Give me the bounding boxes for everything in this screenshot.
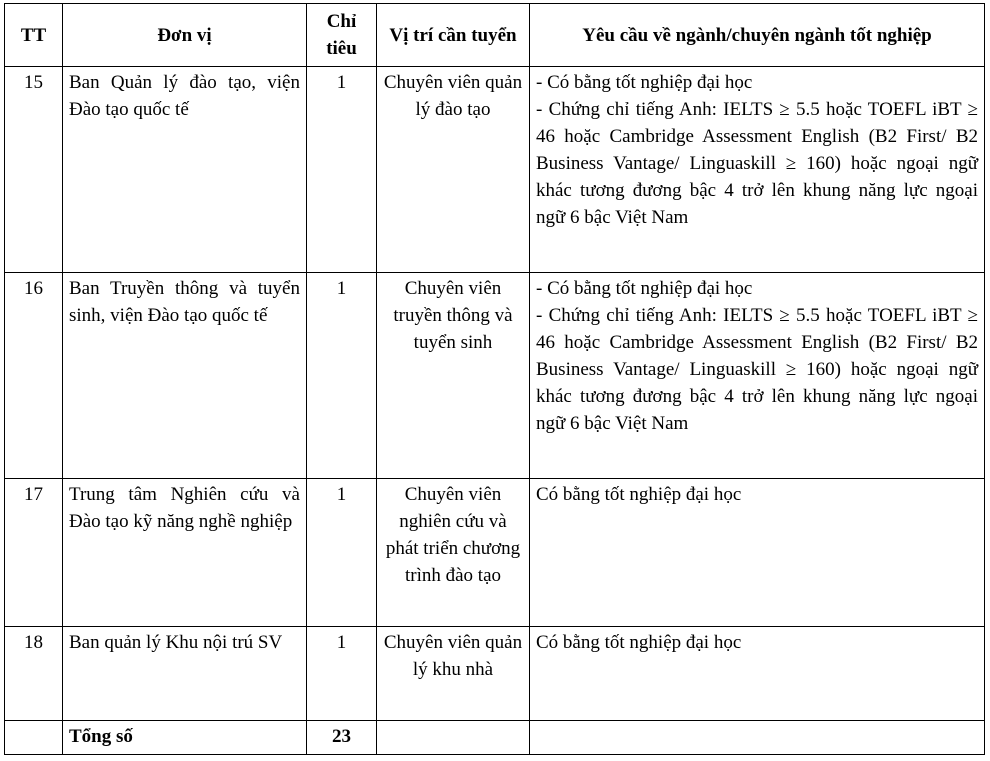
- requirement-line: - Có bằng tốt nghiệp đại học: [536, 72, 753, 93]
- row-quota: 1: [307, 479, 377, 627]
- row-requirement: [530, 67, 985, 273]
- header-tt: TT: [5, 4, 63, 67]
- row-unit: Trung tâm Nghiên cứu và Đào tạo kỹ năng nghề nghiệp: [63, 479, 307, 627]
- header-row: [5, 4, 985, 67]
- total-requirement-empty: [530, 721, 985, 755]
- row-unit: Ban quản lý Khu nội trú SV: [63, 627, 307, 721]
- row-position: Chuyên viên truyền thông và tuyển sinh: [377, 273, 530, 479]
- row-quota: 1: [307, 273, 377, 479]
- requirement-line: - Có bằng tốt nghiệp đại học: [536, 278, 753, 299]
- total-row: [5, 721, 985, 755]
- row-tt: 18: [5, 627, 63, 721]
- row-unit: Ban Quản lý đào tạo, viện Đào tạo quốc tế: [63, 67, 307, 273]
- row-position: Chuyên viên nghiên cứu và phát triển chương trình đào tạo: [377, 479, 530, 627]
- row-unit: Ban Truyền thông và tuyển sinh, viện Đào tạo quốc tế: [63, 273, 307, 479]
- requirement-line: Có bằng tốt nghiệp đại học: [536, 632, 742, 653]
- row-tt: 17: [5, 479, 63, 627]
- row-requirement: [530, 627, 985, 721]
- total-tt-empty: [5, 721, 63, 755]
- row-requirement: [530, 479, 985, 627]
- total-quota: 23: [307, 721, 377, 755]
- header-quota: Chỉ tiêu: [307, 4, 377, 67]
- table-row: [5, 627, 985, 721]
- row-position: Chuyên viên quản lý khu nhà: [377, 627, 530, 721]
- table-row: [5, 273, 985, 479]
- row-quota: 1: [307, 627, 377, 721]
- total-label: Tổng số: [63, 721, 307, 755]
- header-unit: Đơn vị: [63, 4, 307, 67]
- requirement-line: - Chứng chỉ tiếng Anh: IELTS ≥ 5.5 hoặc TOEFL iBT ≥ 46 hoặc Cambridge Assessment English (B2 First/ B2 Business Vantage/ Linguaskill ≥ 160) hoặc ngoại ngữ khác tương đương bậc 4 trở lên khung năng lực ngoại ngữ 6 bậc Việt Nam: [536, 99, 978, 228]
- total-position-empty: [377, 721, 530, 755]
- requirement-line: Có bằng tốt nghiệp đại học: [536, 484, 742, 505]
- row-quota: 1: [307, 67, 377, 273]
- header-position: Vị trí cần tuyển: [377, 4, 530, 67]
- row-tt: 15: [5, 67, 63, 273]
- row-position: Chuyên viên quản lý đào tạo: [377, 67, 530, 273]
- row-requirement: [530, 273, 985, 479]
- requirement-line: - Chứng chỉ tiếng Anh: IELTS ≥ 5.5 hoặc TOEFL iBT ≥ 46 hoặc Cambridge Assessment English (B2 First/ B2 Business Vantage/ Linguaskill ≥ 160) hoặc ngoại ngữ khác tương đương bậc 4 trở lên khung năng lực ngoại ngữ 6 bậc Việt Nam: [536, 305, 978, 434]
- table-row: [5, 67, 985, 273]
- row-tt: 16: [5, 273, 63, 479]
- recruitment-table: [4, 3, 985, 755]
- table-row: [5, 479, 985, 627]
- header-requirement: Yêu cầu về ngành/chuyên ngành tốt nghiệp: [530, 4, 985, 67]
